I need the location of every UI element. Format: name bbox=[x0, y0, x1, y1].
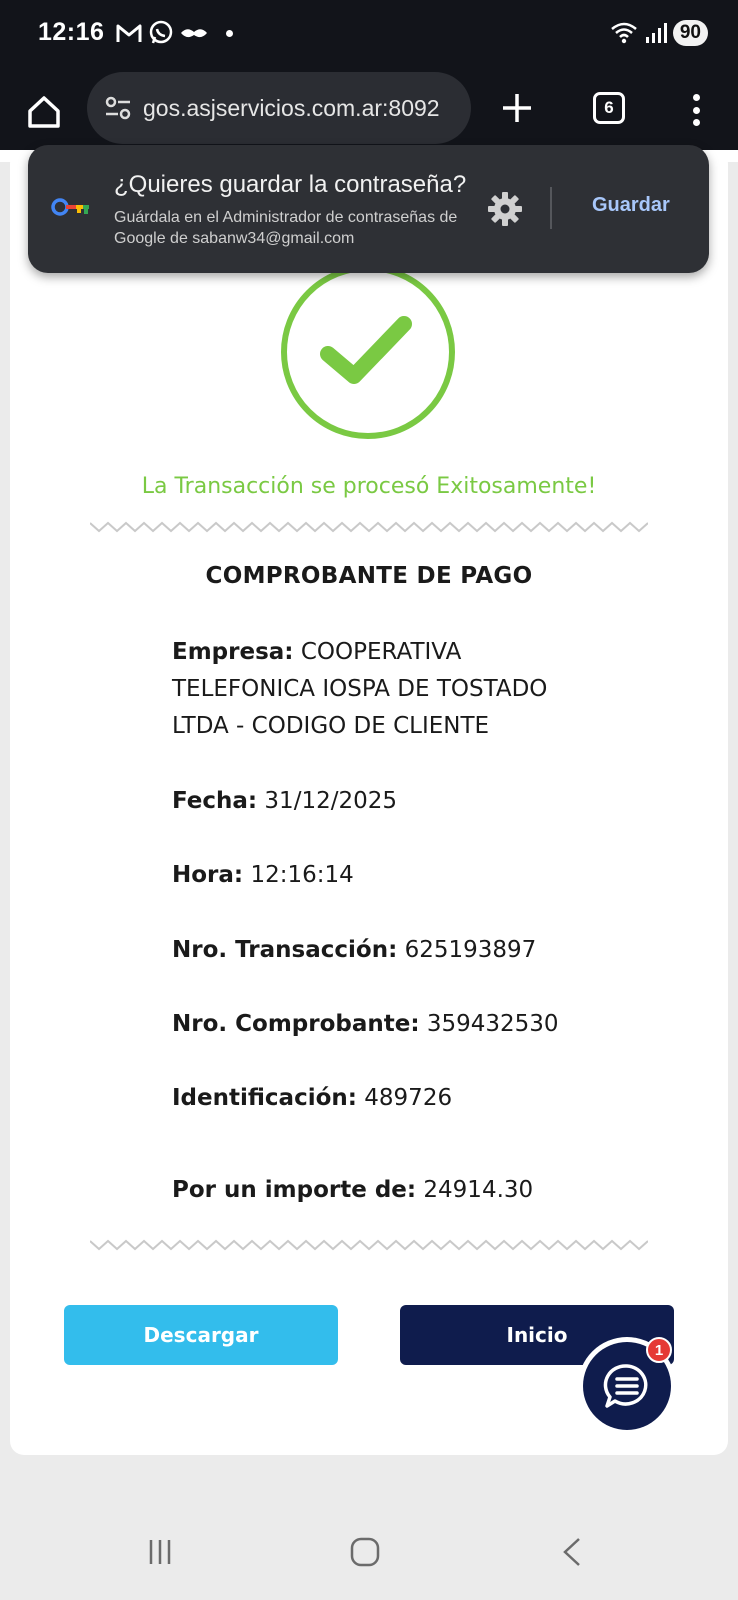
key-icon bbox=[51, 195, 91, 219]
field-transaction-number: Nro. Transacción: 625193897 bbox=[172, 937, 537, 963]
field-receipt-number: Nro. Comprobante: 359432530 bbox=[172, 1011, 559, 1037]
field-date: Fecha: 31/12/2025 bbox=[172, 788, 397, 814]
save-password-button[interactable]: Guardar bbox=[592, 194, 670, 216]
field-amount: Por un importe de: 24914.30 bbox=[172, 1177, 534, 1203]
field-identification: Identificación: 489726 bbox=[172, 1085, 453, 1111]
success-check-icon bbox=[278, 262, 458, 442]
whatsapp-icon bbox=[148, 20, 174, 46]
home-icon bbox=[26, 94, 62, 130]
home-nav-button[interactable] bbox=[343, 1530, 387, 1574]
status-bar bbox=[0, 0, 738, 70]
handshake-icon bbox=[180, 24, 208, 42]
dot-icon bbox=[226, 30, 233, 37]
address-bar[interactable] bbox=[87, 72, 471, 144]
navigation-bar bbox=[0, 1500, 738, 1600]
back-icon bbox=[559, 1537, 585, 1567]
status-time: 12:16 bbox=[38, 18, 105, 46]
chat-badge: 1 bbox=[646, 1337, 672, 1363]
url-text: gos.asjservicios.com.ar:8092 bbox=[143, 94, 440, 121]
tab-switcher-button[interactable]: 6 bbox=[593, 92, 625, 124]
prompt-description: Guárdala en el Administrador de contraseñas de Google de sabanw34@gmail.com bbox=[114, 209, 458, 247]
gear-icon[interactable] bbox=[486, 190, 524, 228]
password-save-prompt bbox=[28, 145, 709, 273]
prompt-divider bbox=[550, 187, 552, 229]
battery-icon: 90 bbox=[673, 20, 708, 46]
back-button[interactable] bbox=[550, 1530, 594, 1574]
notification-icons bbox=[116, 20, 233, 46]
chat-button[interactable] bbox=[578, 1337, 676, 1435]
wifi-icon bbox=[609, 21, 639, 45]
more-menu-button[interactable] bbox=[688, 90, 704, 130]
success-message: La Transacción se procesó Exitosamente! bbox=[141, 474, 597, 499]
home-page-button[interactable]: Inicio bbox=[400, 1305, 674, 1365]
gmail-icon bbox=[116, 22, 142, 44]
system-icons bbox=[609, 20, 708, 46]
signal-icon bbox=[645, 22, 667, 44]
recents-icon bbox=[145, 1537, 175, 1567]
zigzag-divider bbox=[90, 520, 648, 534]
zigzag-divider bbox=[90, 1238, 648, 1252]
field-time: Hora: 12:16:14 bbox=[172, 862, 354, 888]
field-company: Empresa: COOPERATIVA TELEFONICA IOSPA DE TOSTADO LTDA - CODIGO DE CLIENTE bbox=[172, 639, 548, 739]
download-button[interactable]: Descargar bbox=[64, 1305, 338, 1365]
prompt-title: ¿Quieres guardar la contraseña? bbox=[114, 171, 467, 198]
home-button[interactable] bbox=[22, 90, 66, 134]
new-tab-button[interactable] bbox=[497, 88, 537, 128]
recent-apps-button[interactable] bbox=[138, 1530, 182, 1574]
chat-icon bbox=[601, 1360, 653, 1412]
home-nav-icon bbox=[349, 1536, 381, 1568]
site-settings-icon[interactable] bbox=[103, 93, 133, 123]
receipt-title: COMPROBANTE DE PAGO bbox=[205, 563, 533, 589]
